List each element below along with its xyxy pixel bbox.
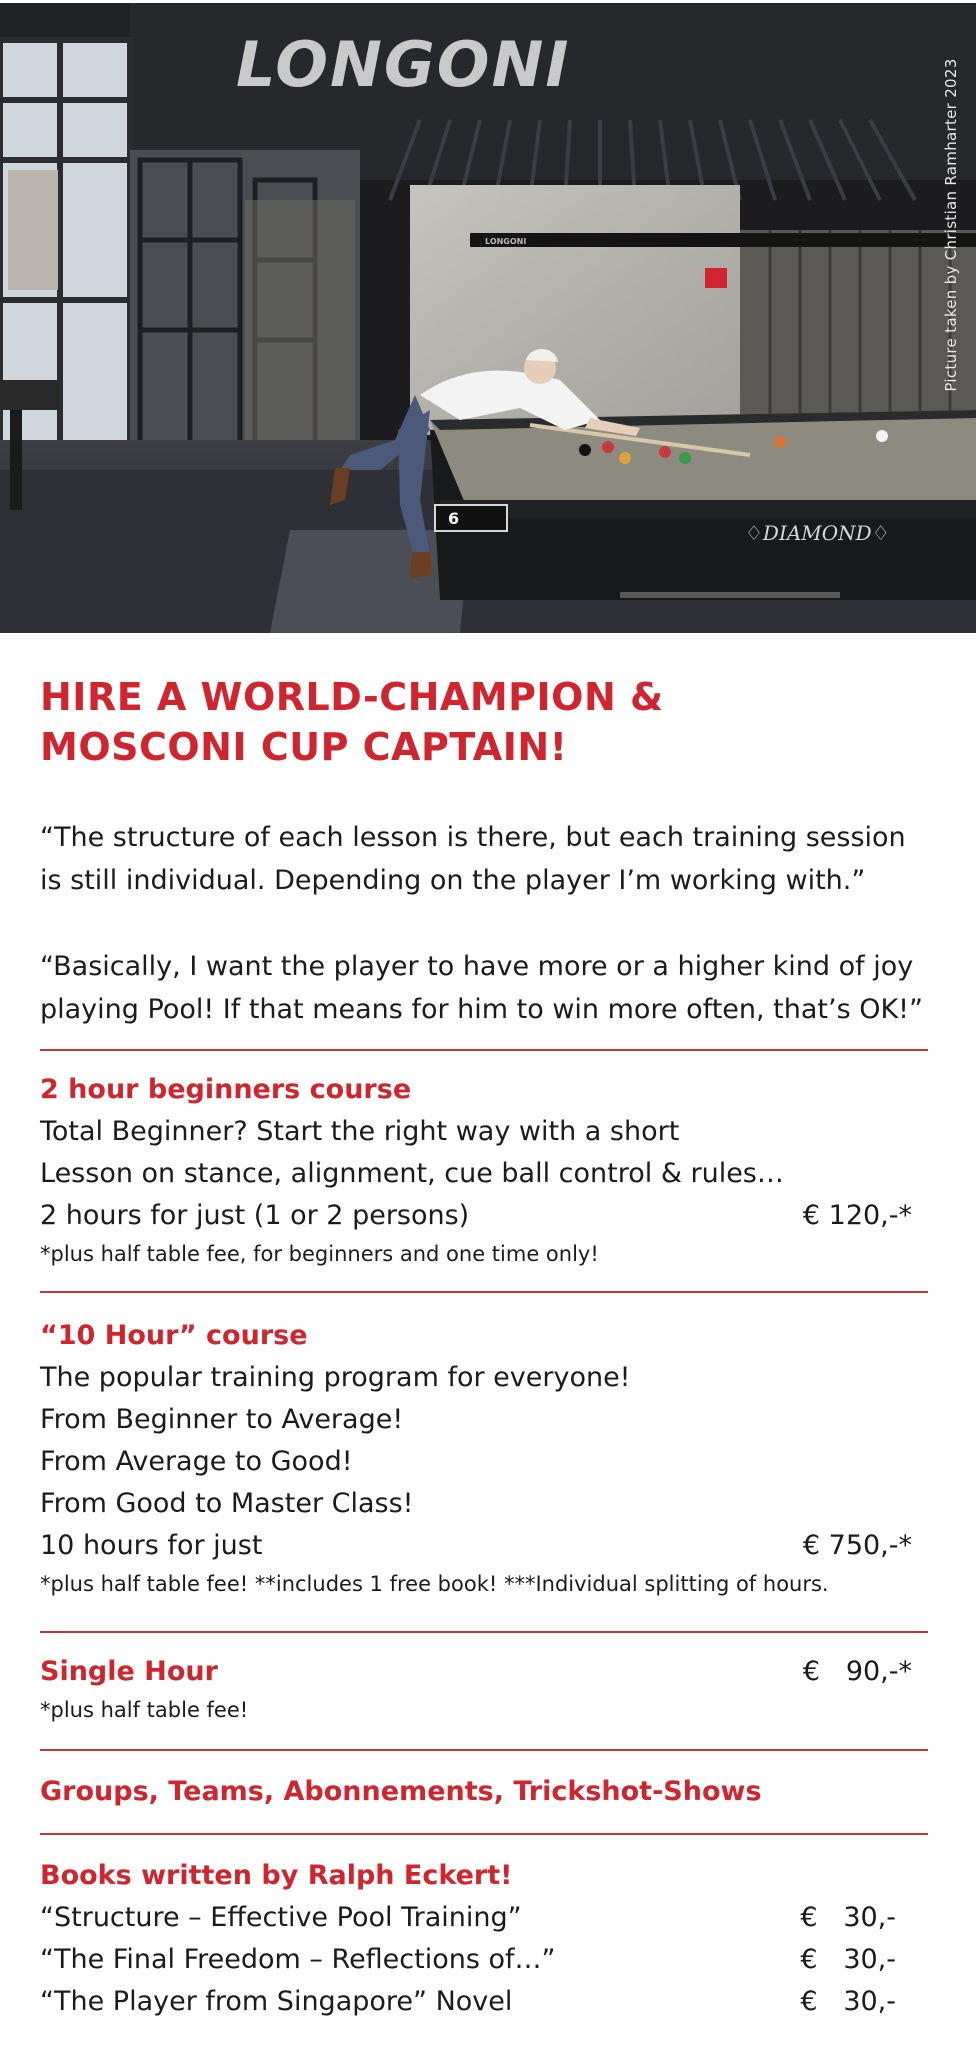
book-price: € 30,- bbox=[800, 1944, 896, 1975]
quote-2 bbox=[40, 945, 928, 1031]
beginners-line-1: Total Beginner? Start the right way with a short bbox=[40, 1116, 680, 1147]
photo-credit-text: Picture taken by Christian Ramharter 2023 bbox=[942, 58, 960, 392]
book-title: “Structure – Effective Pool Training” bbox=[40, 1902, 522, 1933]
ten-hour-course-section bbox=[40, 1315, 928, 1601]
hero-photo bbox=[0, 0, 976, 633]
single-hour-price: € 90,-* bbox=[802, 1656, 912, 1687]
ten-hour-price-label: 10 hours for just bbox=[40, 1530, 263, 1561]
books-section bbox=[40, 1855, 928, 2023]
ten-hour-note: *plus half table fee! **includes 1 free book! ***Individual splitting of hours. bbox=[40, 1572, 829, 1596]
headline-line-1: HIRE A WORLD-CHAMPION & bbox=[40, 675, 664, 719]
books-title: Books written by Ralph Eckert! bbox=[40, 1860, 513, 1891]
quote-1 bbox=[40, 816, 928, 902]
quote-1-line-1: “The structure of each lesson is there, but each training session bbox=[40, 822, 906, 853]
book-title: “The Final Freedom – Reflections of…” bbox=[40, 1944, 556, 1975]
single-hour-row bbox=[40, 1651, 912, 1693]
ten-hour-line-4: From Good to Master Class! bbox=[40, 1488, 414, 1519]
beginners-price: € 120,-* bbox=[802, 1200, 912, 1231]
divider bbox=[40, 1631, 928, 1633]
photo-credit bbox=[936, 50, 966, 400]
table-brand-logo: ♢DIAMOND♢ bbox=[745, 521, 890, 545]
lamp-brand-text: LONGONI bbox=[485, 237, 527, 246]
longoni-sign: LONGONI bbox=[236, 28, 571, 101]
beginners-course-title: 2 hour beginners course bbox=[40, 1074, 412, 1105]
beginners-note: *plus half table fee, for beginners and one time only! bbox=[40, 1242, 599, 1266]
single-hour-title: Single Hour bbox=[40, 1656, 218, 1687]
beginners-course-section bbox=[40, 1069, 928, 1271]
divider bbox=[40, 1291, 928, 1293]
headline bbox=[40, 672, 928, 772]
billiard-room-illustration bbox=[0, 0, 976, 633]
divider bbox=[40, 1833, 928, 1835]
ten-hour-price-row bbox=[40, 1525, 912, 1567]
book-price: € 30,- bbox=[800, 1986, 896, 2017]
ten-hour-price: € 750,-* bbox=[802, 1530, 912, 1561]
beginners-line-2: Lesson on stance, alignment, cue ball control & rules… bbox=[40, 1158, 784, 1189]
ten-hour-line-3: From Average to Good! bbox=[40, 1446, 353, 1477]
divider bbox=[40, 1749, 928, 1751]
divider bbox=[40, 1049, 928, 1051]
ten-hour-line-2: From Beginner to Average! bbox=[40, 1404, 404, 1435]
quote-1-line-2: is still individual. Depending on the player I’m working with.” bbox=[40, 865, 866, 896]
book-row bbox=[40, 1939, 896, 1981]
single-hour-note: *plus half table fee! bbox=[40, 1698, 249, 1722]
beginners-price-row bbox=[40, 1195, 912, 1237]
content bbox=[40, 672, 928, 2023]
quote-2-line-2: playing Pool! If that means for him to win more often, that’s OK!” bbox=[40, 994, 923, 1025]
ten-hour-course-title: “10 Hour” course bbox=[40, 1320, 308, 1351]
book-row bbox=[40, 1981, 896, 2023]
ten-hour-line-1: The popular training program for everyone! bbox=[40, 1362, 631, 1393]
quote-2-line-1: “Basically, I want the player to have more or a higher kind of joy bbox=[40, 951, 914, 982]
beginners-price-label: 2 hours for just (1 or 2 persons) bbox=[40, 1200, 470, 1231]
book-title: “The Player from Singapore” Novel bbox=[40, 1986, 513, 2017]
book-price: € 30,- bbox=[800, 1902, 896, 1933]
headline-line-2: MOSCONI CUP CAPTAIN! bbox=[40, 725, 568, 769]
book-row bbox=[40, 1897, 896, 1939]
groups-title: Groups, Teams, Abonnements, Trickshot-Shows bbox=[40, 1776, 762, 1807]
single-hour-section bbox=[40, 1651, 928, 1727]
table-number: 6 bbox=[448, 509, 460, 528]
